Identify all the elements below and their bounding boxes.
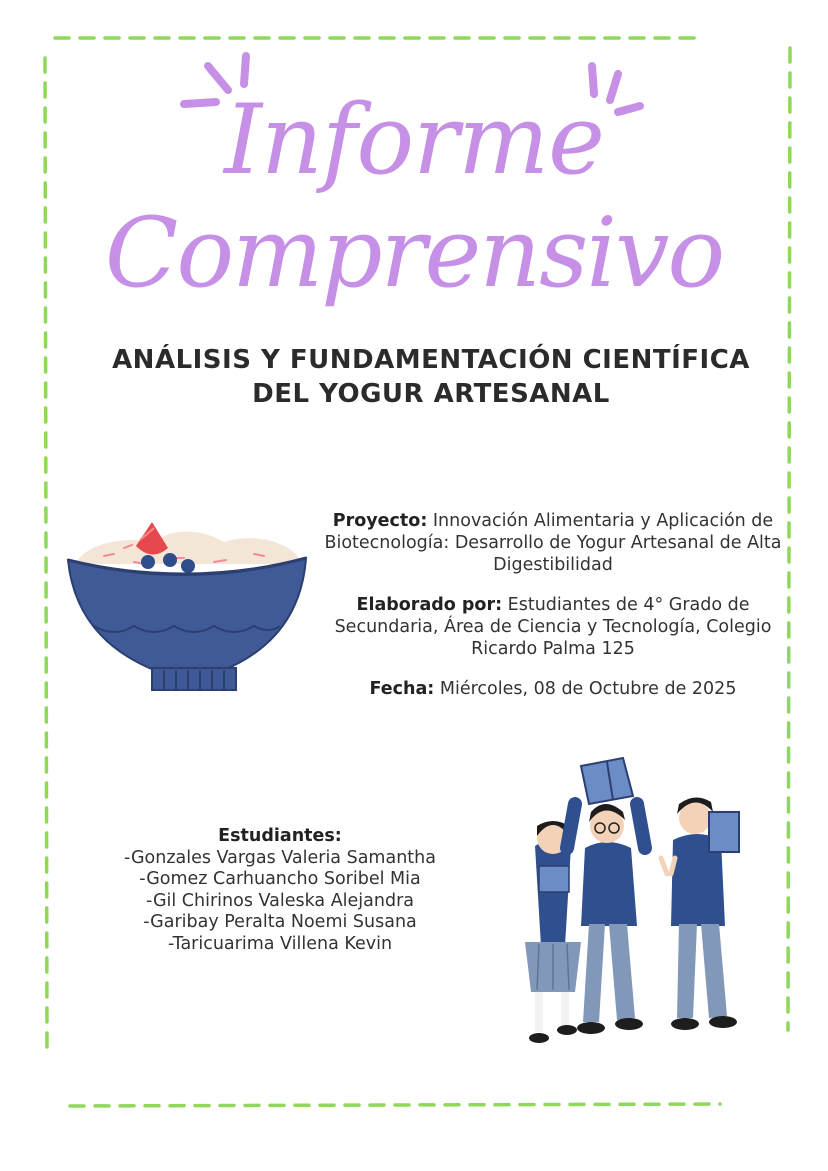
student-boy-center-figure: [567, 758, 645, 1034]
student-name: -Gomez Carhuancho Soribel Mia: [139, 869, 421, 889]
subtitle-line-2: DEL YOGUR ARTESANAL: [252, 379, 610, 409]
subtitle-line-1: ANÁLISIS Y FUNDAMENTACIÓN CIENTÍFICA: [112, 345, 750, 375]
yogurt-bowl-illustration: [64, 518, 314, 698]
student-girl-figure: [525, 821, 581, 1043]
authors-text: Estudiantes de 4° Grado de Secundaria, Área de Ciencia y Tecnología, Colegio Ricardo Palma 125: [334, 595, 772, 659]
student-name: -Garibay Peralta Noemi Susana: [143, 912, 417, 932]
students-list: [70, 826, 490, 955]
project-text: Innovación Alimentaria y Aplicación de Biotecnología: Desarrollo de Yogur Artesanal de Alta Digestibilidad: [324, 511, 782, 575]
student-name: -Taricuarima Villena Kevin: [167, 933, 393, 954]
students-illustration: [505, 756, 765, 1056]
authors-info: [318, 594, 788, 660]
student-boy-right-figure: [661, 797, 739, 1030]
project-label: Proyecto:: [332, 511, 428, 531]
student-name: -Gonzales Vargas Valeria Samantha: [124, 847, 436, 868]
date-label: Fecha:: [369, 679, 435, 699]
title-line-1: Informe: [224, 84, 604, 196]
student-name: -Gil Chirinos Valeska Alejandra: [145, 890, 414, 911]
title-line-2: Comprensivo: [104, 197, 724, 309]
subtitle: [0, 343, 828, 411]
project-info: [318, 510, 788, 576]
date-text: Miércoles, 08 de Octubre de 2025: [439, 679, 737, 699]
date-info: [318, 678, 788, 700]
students-heading: Estudiantes:: [218, 826, 342, 846]
authors-label: Elaborado por:: [356, 595, 503, 615]
